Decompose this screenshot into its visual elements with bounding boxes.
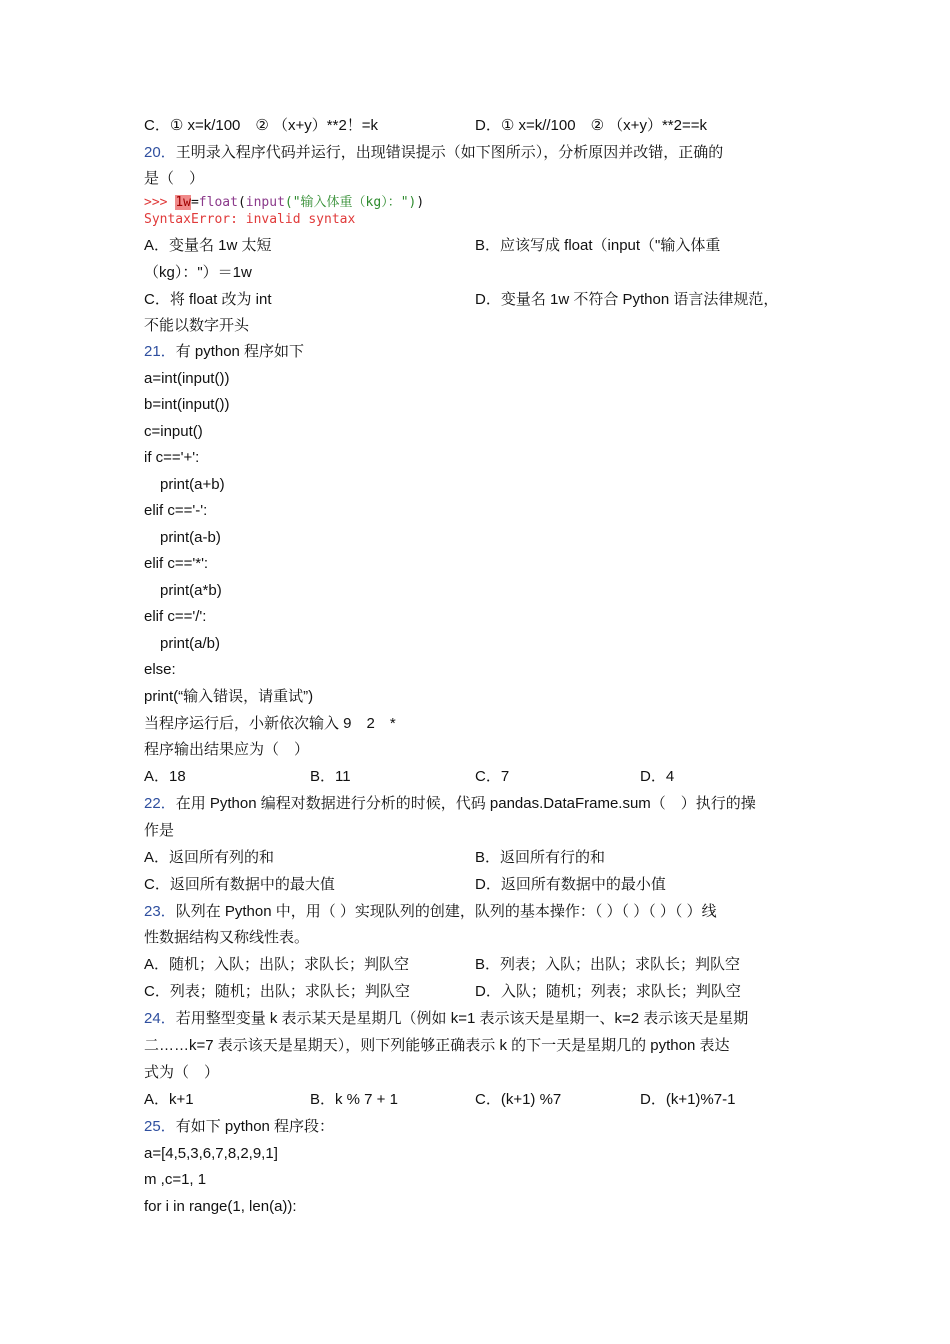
q25-stem: 25．有如下 python 程序段： <box>144 1118 335 1135</box>
q20-stem: 20．王明录入程序代码并运行，出现错误提示（如下图所示），分析原因并改错，正确的 <box>144 144 724 161</box>
code-line: print(a+b) <box>160 476 225 493</box>
q21-input-note: 当程序运行后，小新依次输入 9 2 * <box>144 715 396 732</box>
code-line: a=[4,5,3,6,7,8,2,9,1] <box>144 1145 278 1162</box>
code-line: elif c=='*': <box>144 555 209 572</box>
q20-option-c: C．将 float 改为 int <box>144 291 272 308</box>
code-line: print(a/b) <box>160 635 221 652</box>
q24-stem: 24．若用整型变量 k 表示某天是星期几（例如 k=1 表示该天是星期一、k=2 表示该天是星期 <box>144 1010 749 1027</box>
q23-number: 23． <box>144 903 176 920</box>
q24-option-d: D．(k+1)%7-1 <box>640 1091 736 1108</box>
q21-question: 程序输出结果应为（ ） <box>144 741 310 758</box>
code-line: elif c=='-': <box>144 502 208 519</box>
code-line: print(“输入错误，请重试”) <box>144 688 314 705</box>
code-line: if c=='+': <box>144 449 200 466</box>
q24-option-b: B．k % 7 + 1 <box>310 1091 398 1108</box>
q23-option-d: D．入队；随机；列表；求队长；判队空 <box>475 983 741 1000</box>
q24-number: 24． <box>144 1010 176 1027</box>
q20-option-d-cont: 不能以数字开头 <box>144 317 250 334</box>
q21-option-a: A．18 <box>144 768 186 785</box>
error-highlight: 1w <box>175 195 191 210</box>
q23-option-a: A．随机；入队；出队；求队长；判队空 <box>144 956 410 973</box>
q23-option-b: B．列表；入队；出队；求队长；判队空 <box>475 956 741 973</box>
q21-number: 21． <box>144 343 176 360</box>
q20-stem-cont: 是（ ） <box>144 170 205 187</box>
q22-option-d: D．返回所有数据中的最小值 <box>475 876 666 893</box>
q23-option-c: C．列表；随机；出队；求队长；判队空 <box>144 983 410 1000</box>
code-line: b=int(input()) <box>144 396 230 413</box>
code-line: print(a*b) <box>160 582 222 599</box>
code-line: a=int(input()) <box>144 370 230 387</box>
q20-option-d: D．变量名 1w 不符合 Python 语言法律规范， <box>475 291 779 308</box>
q20-syntax-error: SyntaxError: invalid syntax <box>144 212 356 227</box>
q22-option-c: C．返回所有数据中的最大值 <box>144 876 335 893</box>
q24-option-c: C．(k+1) %7 <box>475 1091 562 1108</box>
q20-option-a: A．变量名 1w 太短 <box>144 237 272 254</box>
q20-number: 20． <box>144 144 176 161</box>
q23-stem-cont: 性数据结构又称线性表。 <box>144 929 310 946</box>
q20-option-b-cont: （kg）："）＝1w <box>144 264 252 281</box>
q19-option-d: D．① x=k//100 ② （x+y）**2==k <box>475 117 707 134</box>
q25-number: 25． <box>144 1118 176 1135</box>
q20-code-screenshot: >>> 1w=float(input("输入体重（kg）：")) <box>144 195 425 210</box>
q19-option-c: C．① x=k/100 ② （x+y）**2！=k <box>144 117 379 134</box>
q21-option-b: B．11 <box>310 768 351 785</box>
q22-stem: 22．在用 Python 编程对数据进行分析的时候，代码 pandas.DataFrame.sum（ ）执行的操 <box>144 795 756 812</box>
q21-option-c: C．7 <box>475 768 510 785</box>
q20-option-b: B．应该写成 float（input（"输入体重 <box>475 237 721 254</box>
code-line: m ,c=1, 1 <box>144 1171 207 1188</box>
code-line: c=input() <box>144 423 203 440</box>
q24-stem-cont: 式为（ ） <box>144 1064 220 1081</box>
q24-stem-cont: 二……k=7 表示该天是星期天），则下列能够正确表示 k 的下一天是星期几的 python 表达 <box>144 1037 730 1054</box>
q23-stem: 23．队列在 Python 中，用（ ）实现队列的创建，队列的基本操作：（ ）（ ）（ ）（ ）线 <box>144 903 717 920</box>
code-line: for i in range(1, len(a)): <box>144 1198 297 1215</box>
q21-stem: 21．有 python 程序如下 <box>144 343 305 360</box>
q24-option-a: A．k+1 <box>144 1091 194 1108</box>
q22-number: 22． <box>144 795 176 812</box>
code-line: else: <box>144 661 176 678</box>
q21-option-d: D．4 <box>640 768 675 785</box>
q22-stem-cont: 作是 <box>144 822 175 839</box>
code-line: elif c=='/': <box>144 608 207 625</box>
q22-option-b: B．返回所有行的和 <box>475 849 606 866</box>
q22-option-a: A．返回所有列的和 <box>144 849 275 866</box>
code-line: print(a-b) <box>160 529 221 546</box>
